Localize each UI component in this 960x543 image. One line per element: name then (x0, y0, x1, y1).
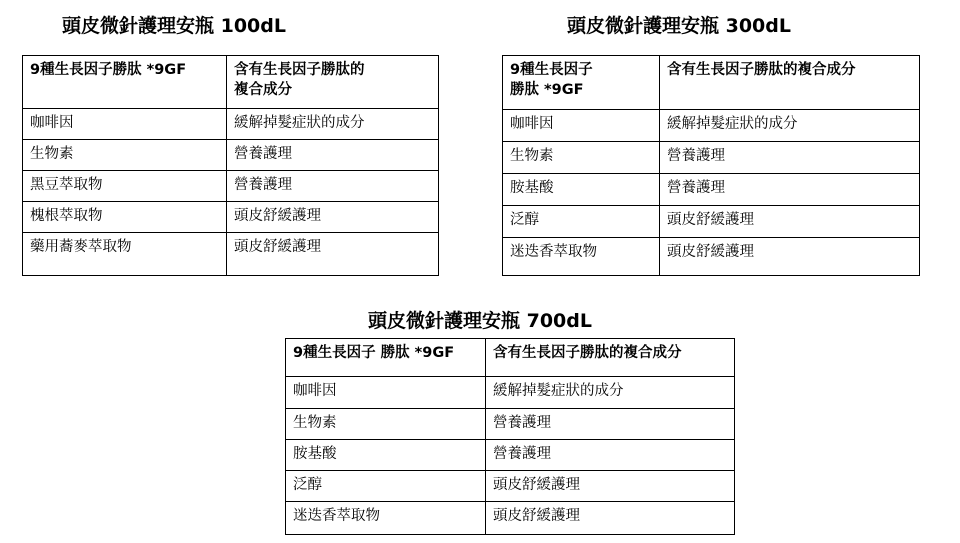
table-row (23, 171, 439, 202)
effect-cell: 營養護理 (486, 440, 735, 471)
ingredient-cell: 泛醇 (286, 471, 486, 502)
ingredient-cell: 生物素 (23, 140, 227, 171)
header-ingredient: 9種生長因子 勝肽 *9GF (503, 56, 660, 110)
ingredient-cell: 迷迭香萃取物 (503, 238, 660, 276)
ingredient-cell: 胺基酸 (503, 174, 660, 206)
effect-cell: 頭皮舒緩護理 (486, 502, 735, 535)
table-row (286, 440, 735, 471)
table-title-700dl: 頭皮微針護理安瓶 700dL (368, 310, 592, 332)
table-title-100dl: 頭皮微針護理安瓶 100dL (62, 15, 286, 37)
table-row (286, 502, 735, 535)
header-description: 含有生長因子勝肽的複合成分 (486, 339, 735, 377)
effect-cell: 營養護理 (227, 140, 439, 171)
header-ingredient: 9種生長因子 勝肽 *9GF (286, 339, 486, 377)
table-row (23, 233, 439, 276)
effect-cell: 緩解掉髮症狀的成分 (227, 109, 439, 140)
table-row (286, 377, 735, 409)
ingredient-cell: 生物素 (286, 409, 486, 440)
effect-cell: 頭皮舒緩護理 (227, 202, 439, 233)
ingredient-cell: 咖啡因 (286, 377, 486, 409)
table-header-row (23, 56, 439, 109)
table-row (23, 202, 439, 233)
ingredient-cell: 咖啡因 (503, 110, 660, 142)
effect-cell: 營養護理 (660, 174, 920, 206)
table-row (286, 471, 735, 502)
header-description: 含有生長因子勝肽的 複合成分 (227, 56, 439, 109)
ingredient-cell: 藥用蕎麥萃取物 (23, 233, 227, 276)
effect-cell: 緩解掉髮症狀的成分 (660, 110, 920, 142)
effect-cell: 緩解掉髮症狀的成分 (486, 377, 735, 409)
ingredient-table-700dl (285, 338, 735, 535)
table-row (503, 110, 920, 142)
table-row (23, 140, 439, 171)
table-title-300dl: 頭皮微針護理安瓶 300dL (567, 15, 791, 37)
header-description: 含有生長因子勝肽的複合成分 (660, 56, 920, 110)
effect-cell: 營養護理 (660, 142, 920, 174)
effect-cell: 頭皮舒緩護理 (486, 471, 735, 502)
ingredient-table-300dl (502, 55, 920, 276)
table-row (503, 142, 920, 174)
ingredient-cell: 咖啡因 (23, 109, 227, 140)
effect-cell: 頭皮舒緩護理 (660, 238, 920, 276)
effect-cell: 營養護理 (486, 409, 735, 440)
effect-cell: 頭皮舒緩護理 (660, 206, 920, 238)
ingredient-cell: 生物素 (503, 142, 660, 174)
ingredient-cell: 泛醇 (503, 206, 660, 238)
table-header-row (286, 339, 735, 377)
table-row (23, 109, 439, 140)
ingredient-cell: 胺基酸 (286, 440, 486, 471)
table-row (503, 206, 920, 238)
header-ingredient: 9種生長因子勝肽 *9GF (23, 56, 227, 109)
table-header-row (503, 56, 920, 110)
effect-cell: 頭皮舒緩護理 (227, 233, 439, 276)
table-row (503, 238, 920, 276)
table-row (286, 409, 735, 440)
ingredient-cell: 槐根萃取物 (23, 202, 227, 233)
ingredient-cell: 黑豆萃取物 (23, 171, 227, 202)
table-row (503, 174, 920, 206)
ingredient-table-100dl (22, 55, 439, 276)
ingredient-cell: 迷迭香萃取物 (286, 502, 486, 535)
effect-cell: 營養護理 (227, 171, 439, 202)
